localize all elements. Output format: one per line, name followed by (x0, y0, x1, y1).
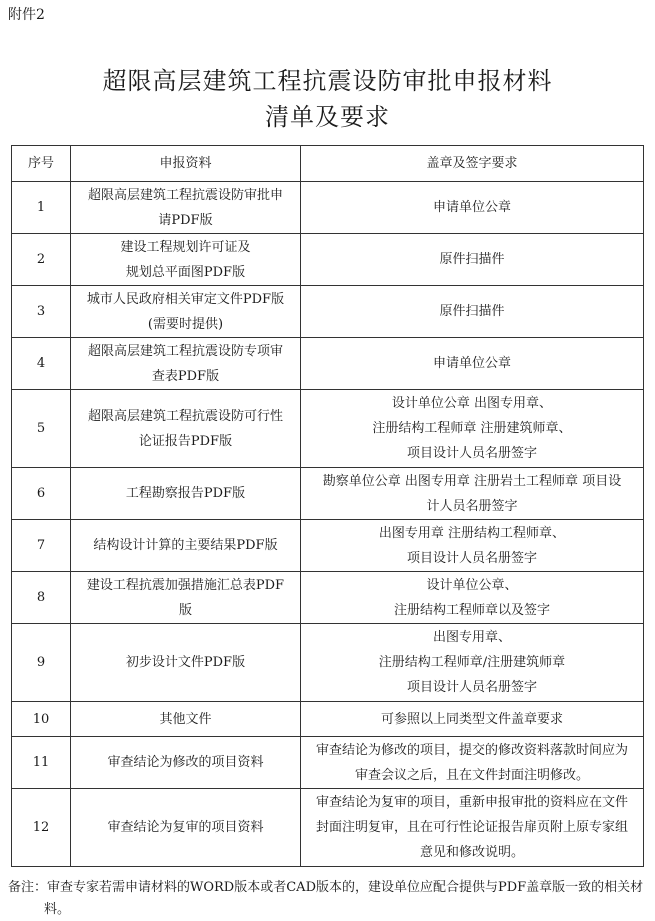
cell-serial-number: 5 (12, 390, 71, 468)
footnote: 备注：审查专家若需申请材料的WORD版本或者CAD版本的，建设单位应配合提供与PDF盖章版一致的相关材料。 (8, 880, 644, 917)
cell-requirement-line: 封面注明复审，且在可行性论证报告扉页附上原专家组 (315, 820, 628, 835)
cell-requirement-line: 注册结构工程师章 注册建筑师章、 (372, 421, 572, 436)
cell-material-line: 请PDF版 (158, 212, 213, 228)
cell-requirement (301, 390, 644, 468)
cell-requirement-line: 审查会议之后，且在文件封面注明修改。 (354, 767, 589, 783)
cell-material-line: 超限高层建筑工程抗震设防审批申 (87, 187, 283, 203)
cell-material-line: 审查结论为复审的项目资料 (107, 820, 264, 835)
cell-requirement-line: 原件扫描件 (439, 252, 505, 267)
cell-material-line: 查表PDF版 (151, 368, 220, 384)
table-row (12, 702, 644, 737)
cell-serial-number: 10 (12, 702, 71, 737)
cell-material (71, 338, 301, 390)
table-row (12, 520, 644, 572)
cell-material (71, 520, 301, 572)
cell-material-line: 论证报告PDF版 (138, 433, 233, 449)
cell-requirement-line: 计人员名册签字 (426, 498, 518, 514)
cell-material-line: 其他文件 (159, 711, 212, 727)
cell-requirement (301, 468, 644, 520)
table-row (12, 286, 644, 338)
cell-requirement (301, 520, 644, 572)
cell-requirement-line: 审查结论为修改的项目，提交的修改资料落款时间应为 (315, 742, 628, 758)
cell-serial-number: 6 (12, 468, 71, 520)
cell-requirement-line: 项目设计人员名册签字 (406, 550, 537, 566)
cell-material (71, 737, 301, 789)
cell-requirement-line: 注册结构工程师章/注册建筑师章 (378, 655, 566, 670)
table-row (12, 234, 644, 286)
cell-requirement-line: 出图专用章、 (432, 630, 511, 645)
cell-material-line: 超限高层建筑工程抗震设防可行性 (87, 408, 283, 424)
cell-requirement-line: 项目设计人员名册签字 (406, 446, 537, 461)
cell-material (71, 390, 301, 468)
cell-serial-number: 1 (12, 182, 71, 234)
table-row (12, 390, 644, 468)
cell-requirement-line: 审查结论为复审的项目，重新申报审批的资料应在文件 (315, 795, 628, 810)
cell-requirement-line: 勘察单位公章 出图专用章 注册岩土工程师章 项目设 (322, 473, 622, 489)
cell-material (71, 624, 301, 702)
cell-requirement (301, 572, 644, 624)
attachment-label: 附件2 (8, 7, 45, 23)
table-row (12, 737, 644, 789)
cell-material (71, 286, 301, 338)
cell-material-line: 建设工程抗震加强措施汇总表PDF (86, 577, 285, 593)
cell-serial-number: 12 (12, 789, 71, 867)
cell-serial-number: 11 (12, 737, 71, 789)
cell-requirement-line: 项目设计人员名册签字 (406, 680, 537, 695)
cell-requirement (301, 286, 644, 338)
table-row (12, 468, 644, 520)
table-row (12, 182, 644, 234)
table-row (12, 572, 644, 624)
cell-material-line: 版 (178, 602, 192, 618)
cell-requirement-line: 注册结构工程师章以及签字 (393, 602, 550, 618)
cell-requirement-line: 设计单位公章、 (426, 577, 518, 593)
cell-material-line: 建设工程规划许可证及 (120, 239, 251, 255)
cell-requirement-line: 出图专用章 注册结构工程师章、 (378, 525, 566, 541)
cell-material-line: 结构设计计算的主要结果PDF版 (93, 538, 278, 553)
cell-serial-number: 4 (12, 338, 71, 390)
cell-requirement (301, 789, 644, 867)
cell-material (71, 468, 301, 520)
cell-serial-number: 9 (12, 624, 71, 702)
table-body (12, 182, 644, 867)
table-row (12, 624, 644, 702)
materials-table (11, 145, 644, 867)
cell-material-line: 工程勘察报告PDF版 (125, 486, 246, 501)
table-row (12, 338, 644, 390)
table-row (12, 789, 644, 867)
header-requirements: 盖章及签字要求 (301, 146, 644, 182)
cell-requirement (301, 234, 644, 286)
document-title-line-2: 清单及要求 (265, 103, 390, 131)
cell-material-line: 审查结论为修改的项目资料 (107, 755, 264, 770)
cell-material (71, 182, 301, 234)
cell-requirement-line: 设计单位公章 出图专用章、 (391, 396, 553, 411)
cell-material (71, 789, 301, 867)
cell-requirement-line: 申请单位公章 (432, 356, 511, 371)
cell-material (71, 572, 301, 624)
cell-material (71, 234, 301, 286)
document-title-line-1: 超限高层建筑工程抗震设防审批申报材料 (102, 67, 553, 95)
cell-material-line: (需要时提供) (147, 316, 224, 332)
cell-material-line: 超限高层建筑工程抗震设防专项审 (87, 343, 283, 359)
cell-requirement (301, 737, 644, 789)
cell-requirement-line: 原件扫描件 (439, 304, 505, 319)
cell-serial-number: 7 (12, 520, 71, 572)
cell-material (71, 702, 301, 737)
header-materials: 申报资料 (71, 146, 301, 182)
cell-serial-number: 2 (12, 234, 71, 286)
cell-requirement-line: 意见和修改说明。 (419, 845, 524, 860)
cell-requirement (301, 338, 644, 390)
table-header-row (12, 146, 644, 182)
cell-material-line: 初步设计文件PDF版 (125, 655, 246, 670)
cell-serial-number: 3 (12, 286, 71, 338)
cell-material-line: 城市人民政府相关审定文件PDF版 (86, 291, 285, 307)
cell-requirement (301, 182, 644, 234)
header-serial-number: 序号 (12, 146, 71, 182)
cell-requirement (301, 702, 644, 737)
cell-requirement-line: 可参照以上同类型文件盖章要求 (380, 711, 563, 727)
cell-requirement-line: 申请单位公章 (432, 200, 511, 215)
cell-requirement (301, 624, 644, 702)
cell-serial-number: 8 (12, 572, 71, 624)
cell-material-line: 规划总平面图PDF版 (125, 264, 246, 280)
